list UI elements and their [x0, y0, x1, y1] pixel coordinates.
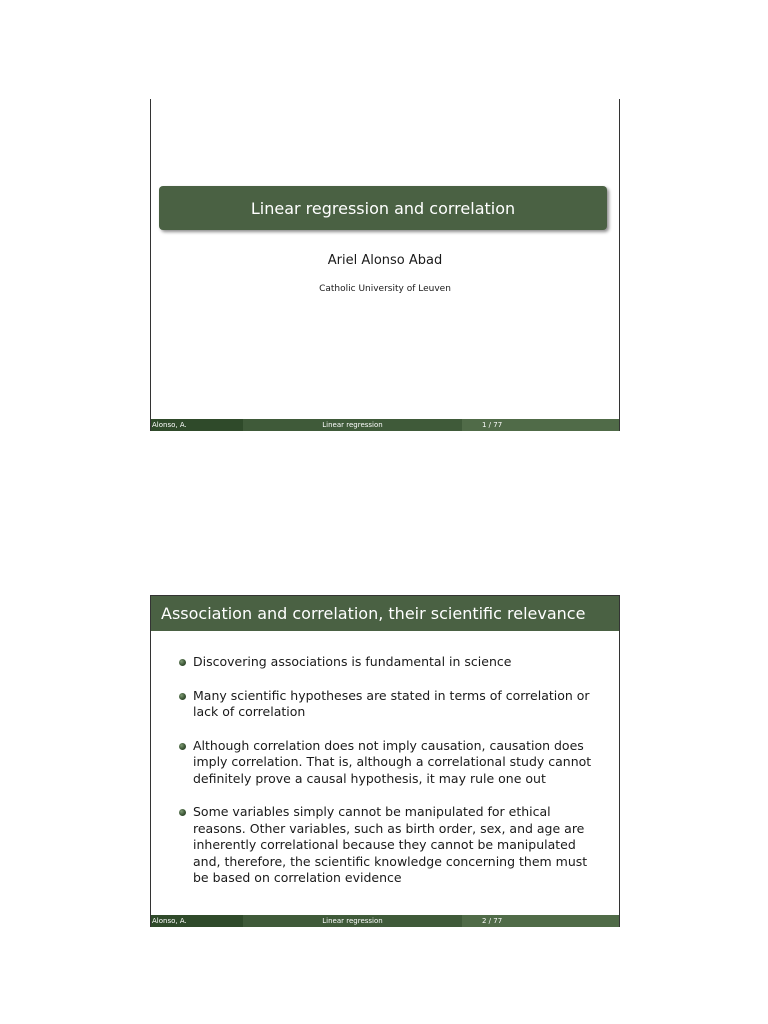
bullet-item: [179, 738, 599, 788]
bullet-icon: [179, 693, 186, 700]
slide-footer: [151, 419, 619, 431]
footer-page-number: 1 / 77: [462, 419, 619, 431]
footer-author: Alonso, A.: [151, 419, 243, 431]
slide-footer: [151, 915, 619, 927]
footer-short-title: Linear regression: [243, 915, 462, 927]
bullet-icon: [179, 743, 186, 750]
bullet-item: [179, 804, 599, 887]
frame-title: Association and correlation, their scientific relevance: [151, 596, 619, 631]
author-name: Ariel Alonso Abad: [327, 253, 443, 268]
bullet-text: Although correlation does not imply causation, causation does imply correlation. That is, although a correlational study cannot definitely prove a causal hypothesis, it may rule one out: [193, 737, 592, 786]
slide-2: [150, 595, 620, 927]
bullet-item: [179, 688, 599, 721]
bullet-text: Many scientific hypotheses are stated in terms of correlation or lack of correlation: [193, 687, 590, 719]
footer-page-number: 2 / 77: [462, 915, 619, 927]
bullet-list: [179, 654, 599, 904]
bullet-item: [179, 654, 599, 671]
footer-short-title: Linear regression: [243, 419, 462, 431]
bullet-text: Some variables simply cannot be manipulated for ethical reasons. Other variables, such as birth order, sex, and age are inherently correlational because they cannot be manipulated and, therefore, the scientific knowledge concerning them must be based on correlation evidence: [193, 804, 588, 885]
institute-name: Catholic University of Leuven: [319, 284, 451, 294]
presentation-title: Linear regression and correlation: [250, 198, 516, 218]
bullet-icon: [179, 659, 186, 666]
presentation-title-box: [159, 186, 607, 230]
bullet-text: Discovering associations is fundamental in science: [193, 654, 512, 669]
footer-author: Alonso, A.: [151, 915, 243, 927]
slide-1: [150, 99, 620, 431]
bullet-icon: [179, 809, 186, 816]
